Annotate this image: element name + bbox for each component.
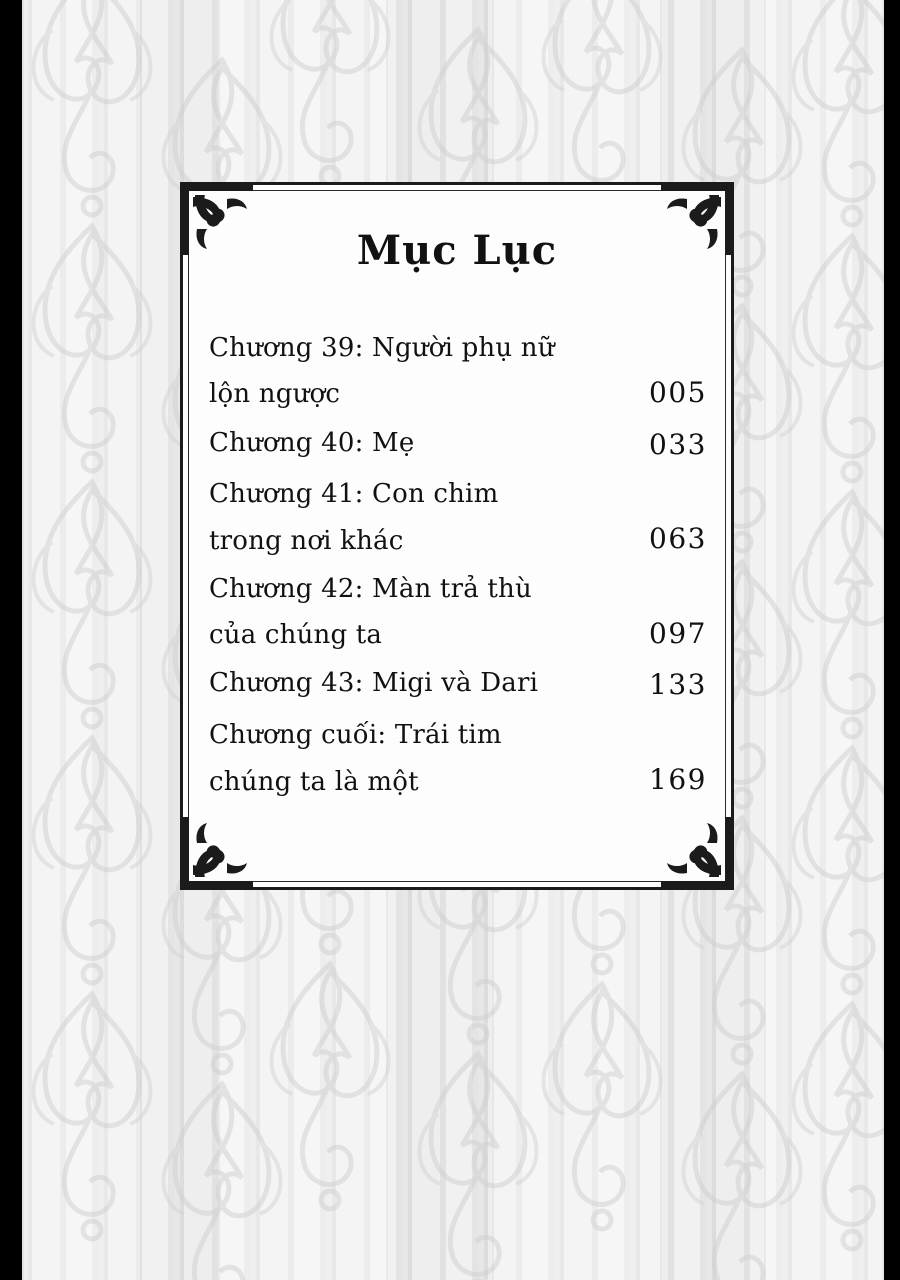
toc-entry-label: Chương cuối: Trái tim chúng ta là một: [209, 720, 502, 797]
toc-entry-page: 005: [649, 375, 707, 409]
list-item[interactable]: [209, 325, 707, 418]
toc-entry-label: Chương 42: Màn trả thù của chúng ta: [209, 573, 532, 651]
toc-entry-page: 133: [649, 668, 707, 702]
toc-entry-label: Chương 40: Mẹ: [209, 427, 415, 458]
ornament-corner-icon: [659, 815, 733, 889]
toc-entry-label: Chương 43: Migi và Dari: [209, 668, 539, 699]
toc-entry-label: Chương 39: Người phụ nữ lộn ngược: [209, 333, 555, 410]
list-item[interactable]: [209, 566, 707, 659]
list-item[interactable]: [209, 712, 707, 805]
toc-entry-list: [209, 325, 707, 807]
list-item[interactable]: [209, 660, 707, 710]
toc-entry-label: Chương 41: Con chim trong nơi khác: [209, 479, 499, 556]
toc-entry-page: 097: [649, 616, 707, 650]
list-item[interactable]: [209, 420, 707, 470]
toc-entry-page: 033: [649, 427, 707, 461]
table-of-contents-card: [180, 182, 734, 890]
list-item[interactable]: [209, 471, 707, 564]
toc-entry-page: 063: [649, 522, 707, 556]
toc-entry-page: 169: [649, 762, 707, 796]
ornament-corner-icon: [181, 815, 255, 889]
page-title: Mục Lục: [356, 227, 558, 274]
